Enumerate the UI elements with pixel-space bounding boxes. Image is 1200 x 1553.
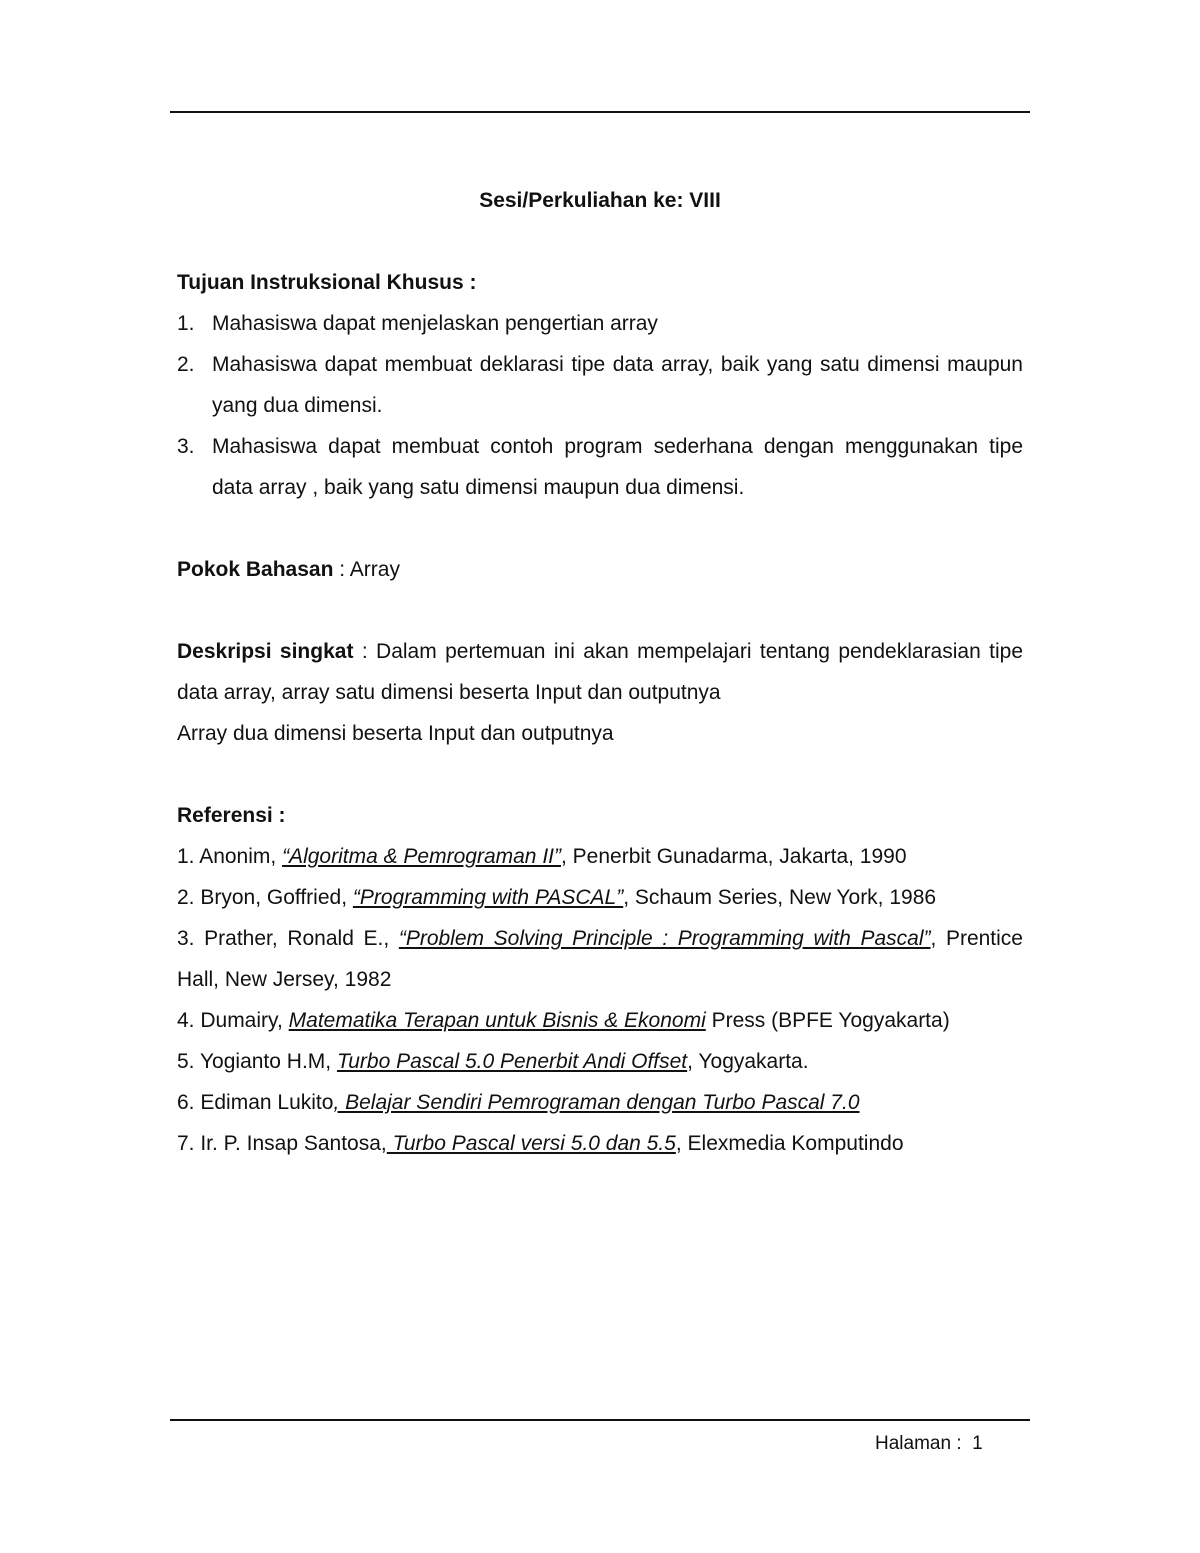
reference-author: 3. Prather, Ronald E.,: [177, 927, 399, 950]
description-label: Deskripsi singkat: [177, 640, 354, 663]
list-number: 1.: [177, 312, 195, 335]
reference-title: , Belajar Sendiri Pemrograman dengan Turbo Pascal 7.0: [333, 1091, 860, 1114]
references-heading: Referensi :: [177, 804, 286, 827]
description-text: : Dalam pertemuan ini akan mempelajari tentang pendeklarasian tipe data array, array satu dimensi beserta Input dan outputnya: [177, 640, 1023, 704]
page-number: Halaman : 1: [875, 1433, 983, 1454]
session-title: Sesi/Perkuliahan ke: VIII: [479, 189, 721, 212]
reference-item: [177, 877, 1023, 918]
reference-title: Turbo Pascal versi 5.0 dan 5.5: [386, 1132, 676, 1155]
header-rule: [170, 111, 1030, 113]
list-item: [177, 344, 1023, 426]
reference-title: “Problem Solving Principle : Programming with Pascal”: [398, 927, 931, 950]
list-item: [177, 303, 1023, 344]
reference-item: [177, 1123, 1023, 1164]
reference-publisher: , Prentice Hall, New Jersey, 1982: [177, 927, 1023, 991]
reference-title: Turbo Pascal 5.0 Penerbit Andi Offset: [336, 1050, 688, 1073]
topic-line: [177, 549, 1023, 590]
description-text-line2: Array dua dimensi beserta Input dan outputnya: [177, 722, 614, 745]
page-content: [177, 180, 1023, 1164]
reference-item: [177, 1082, 1023, 1123]
topic-value: Array: [349, 558, 400, 581]
reference-author: 5. Yogianto H.M,: [177, 1050, 337, 1073]
reference-item: [177, 836, 1023, 877]
reference-title: “Algoritma & Pemrograman II”: [282, 845, 561, 868]
reference-item: [177, 1000, 1023, 1041]
reference-publisher: , Schaum Series, New York, 1986: [623, 886, 937, 909]
reference-item: [177, 918, 1023, 1000]
objectives-heading: Tujuan Instruksional Khusus :: [177, 271, 477, 294]
footer-rule: [170, 1419, 1030, 1421]
list-text: Mahasiswa dapat membuat contoh program sederhana dengan menggunakan tipe data array , baik yang satu dimensi maupun dua dimensi.: [212, 435, 1023, 499]
reference-author: 7. Ir. P. Insap Santosa,: [177, 1132, 387, 1155]
list-number: 2.: [177, 353, 195, 376]
reference-title: Matematika Terapan untuk Bisnis & Ekonomi: [288, 1009, 706, 1032]
list-text: Mahasiswa dapat menjelaskan pengertian array: [212, 312, 658, 335]
reference-publisher: , Elexmedia Komputindo: [675, 1132, 904, 1155]
list-text: Mahasiswa dapat membuat deklarasi tipe data array, baik yang satu dimensi maupun yang dua dimensi.: [212, 353, 1023, 417]
reference-publisher: , Yogyakarta.: [687, 1050, 809, 1073]
list-item: [177, 426, 1023, 508]
reference-author: 4. Dumairy,: [177, 1009, 289, 1032]
reference-author: 6. Ediman Lukito: [177, 1091, 334, 1114]
description-paragraph: [177, 631, 1023, 713]
reference-author: 2. Bryon, Goffried,: [177, 886, 353, 909]
list-number: 3.: [177, 435, 195, 458]
reference-author: 1. Anonim,: [177, 845, 283, 868]
reference-publisher: Press (BPFE Yogyakarta): [705, 1009, 950, 1032]
reference-item: [177, 1041, 1023, 1082]
reference-publisher: , Penerbit Gunadarma, Jakarta, 1990: [560, 845, 907, 868]
topic-label: Pokok Bahasan: [177, 558, 334, 581]
objectives-list: [177, 303, 1023, 508]
reference-title: “Programming with PASCAL”: [352, 886, 624, 909]
topic-sep: :: [333, 558, 350, 581]
